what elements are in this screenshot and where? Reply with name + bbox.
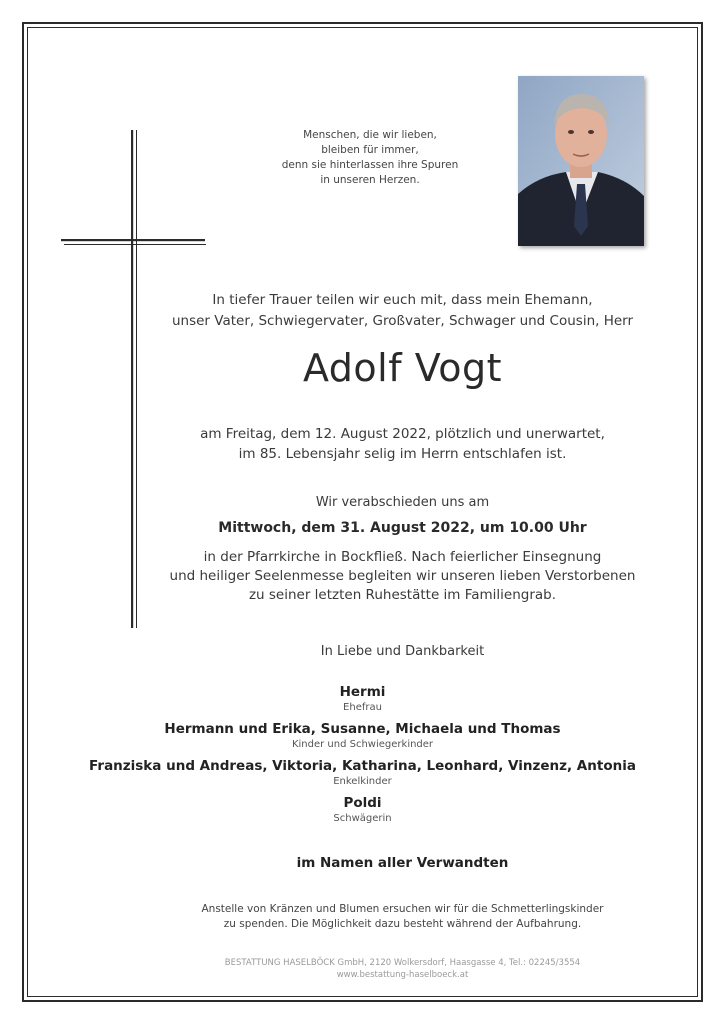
ceremony-details xyxy=(130,548,675,605)
mourner-group xyxy=(40,794,685,825)
quote-line: in unseren Herzen. xyxy=(320,174,420,186)
death-notice xyxy=(130,424,675,464)
mourner-names: Hermi xyxy=(339,684,386,700)
love-gratitude: In Liebe und Dankbarkeit xyxy=(320,644,485,659)
funeral-date: Mittwoch, dem 31. August 2022, um 10.00 Uhr xyxy=(218,520,587,536)
donation-line: zu spenden. Die Möglichkeit dazu besteht während der Aufbahrung. xyxy=(223,918,582,930)
footer-website: www.bestattung-haselboeck.at xyxy=(336,970,469,980)
mourner-role: Schwägerin xyxy=(333,813,392,824)
ceremony-line: in der Pfarrkirche in Bockfließ. Nach feierlicher Einsegnung xyxy=(203,549,602,565)
mourner-role: Kinder und Schwiegerkinder xyxy=(291,739,434,750)
death-line: im 85. Lebensjahr selig im Herrn entschlafen ist. xyxy=(238,446,567,462)
intro-line: In tiefer Trauer teilen wir euch mit, dass mein Ehemann, xyxy=(212,292,593,308)
farewell-text: Wir verabschieden uns am xyxy=(315,495,490,510)
mourner-group xyxy=(40,683,685,714)
funeral-home-footer xyxy=(130,957,675,981)
quote-line: denn sie hinterlassen ihre Spuren xyxy=(281,159,459,171)
mourner-group xyxy=(40,720,685,751)
quote-line: bleiben für immer, xyxy=(321,144,419,156)
mourner-names: Hermann und Erika, Susanne, Michaela und Thomas xyxy=(164,721,561,737)
donation-request xyxy=(130,902,675,932)
quote-line: Menschen, die wir lieben, xyxy=(303,129,437,141)
mourner-role: Ehefrau xyxy=(343,702,382,713)
mourner-group xyxy=(40,757,685,788)
intro-line: unser Vater, Schwiegervater, Großvater, Schwager und Cousin, Herr xyxy=(171,313,634,329)
announcement-intro xyxy=(130,290,675,332)
portrait-photo xyxy=(518,76,644,246)
donation-line: Anstelle von Kränzen und Blumen ersuchen wir für die Schmetterlingskinder xyxy=(201,903,604,915)
footer-address: BESTATTUNG HASELBÖCK GmbH, 2120 Wolkersdorf, Haasgasse 4, Tel.: 02245/3554 xyxy=(224,958,581,968)
mourner-role: Enkelkinder xyxy=(333,776,392,787)
on-behalf-of-relatives: im Namen aller Verwandten xyxy=(296,855,509,871)
deceased-name: Adolf Vogt xyxy=(302,346,503,390)
ceremony-line: zu seiner letzten Ruhestätte im Familiengrab. xyxy=(248,587,557,603)
mourner-names: Poldi xyxy=(343,795,382,811)
memorial-quote xyxy=(270,128,470,188)
mourner-names: Franziska und Andreas, Viktoria, Katharina, Leonhard, Vinzenz, Antonia xyxy=(89,758,636,774)
ceremony-line: und heiliger Seelenmesse begleiten wir unseren lieben Verstorbenen xyxy=(169,568,636,584)
death-line: am Freitag, dem 12. August 2022, plötzlich und unerwartet, xyxy=(200,426,605,442)
mourners-list xyxy=(40,683,685,831)
